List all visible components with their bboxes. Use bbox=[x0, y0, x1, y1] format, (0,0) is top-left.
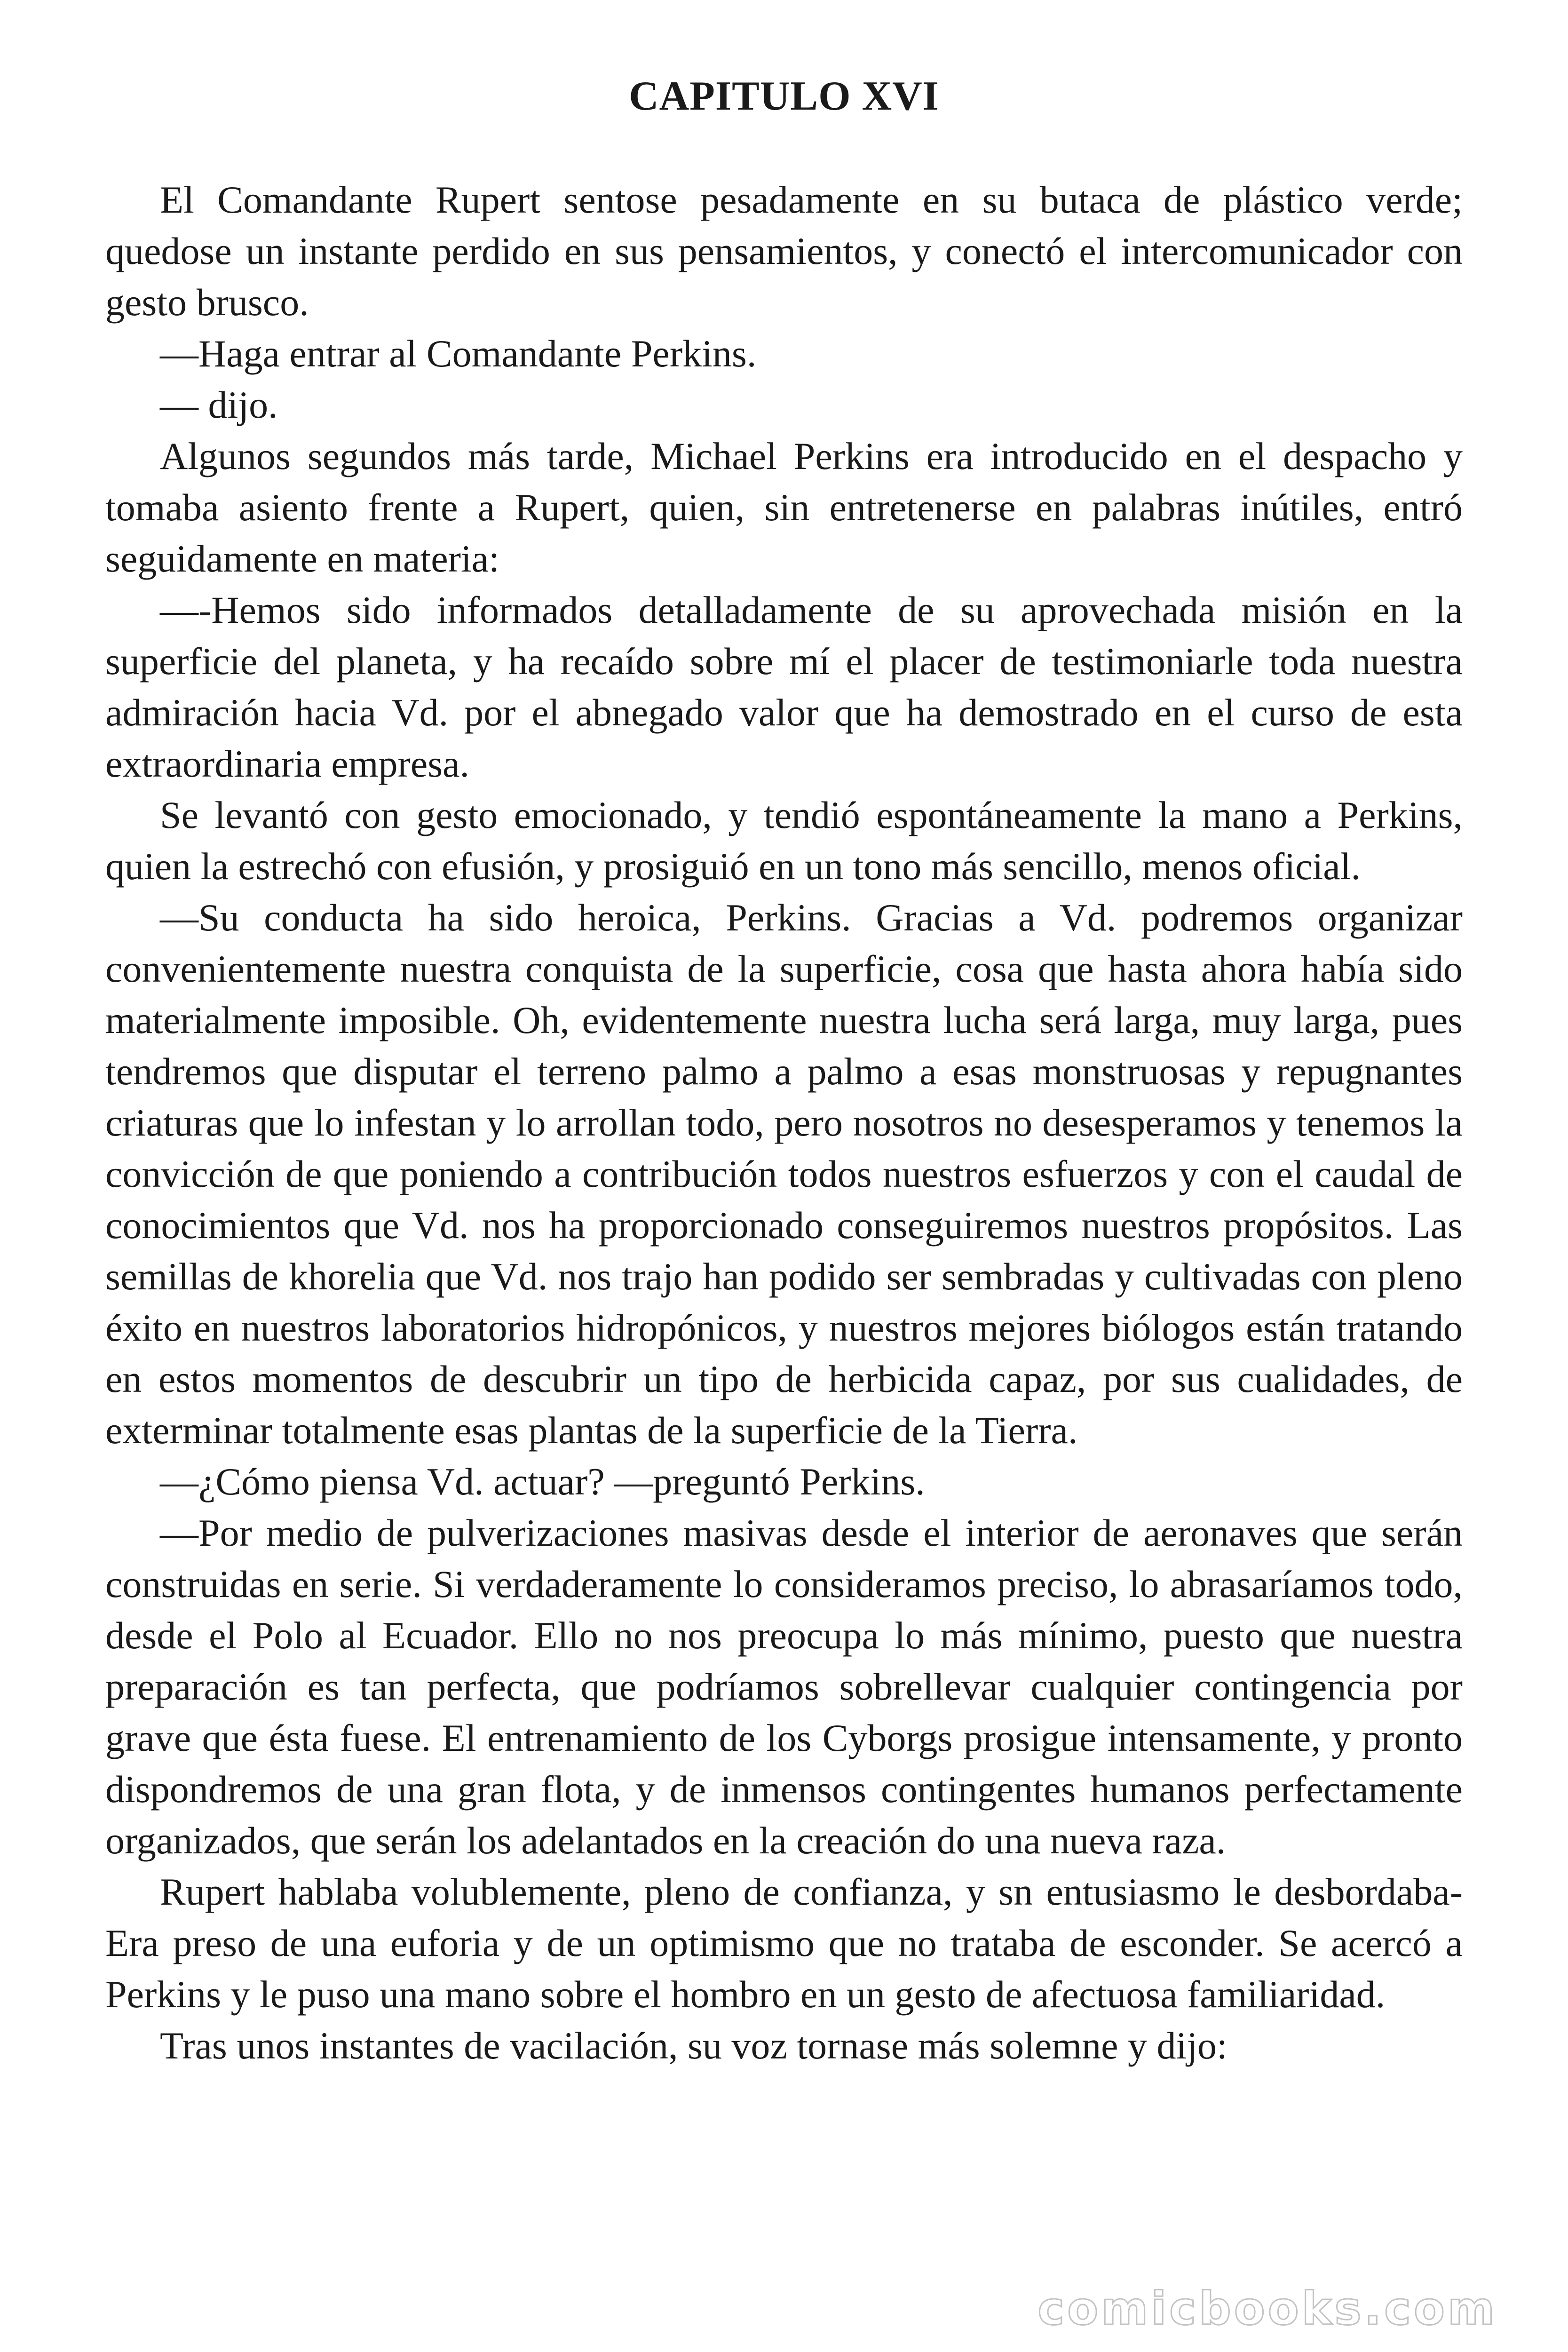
paragraph-11: Tras unos instantes de vacilación, su voz tornase más solemne y dijo: bbox=[160, 2024, 1227, 2067]
paragraph-1: El Comandante Rupert sentose pesadamente en su butaca de plástico verde; quedose un instante perdido en sus pensamientos, y conectó el intercomunicador con gesto brusco. bbox=[105, 178, 1463, 324]
paragraph-2: —Haga entrar al Comandante Perkins. bbox=[160, 332, 757, 375]
paragraph-4: Algunos segundos más tarde, Michael Perkins era introducido en el despacho y tomaba asiento frente a Rupert, quien, sin entretenerse en palabras inútiles, entró seguidamente en materia: bbox=[105, 435, 1463, 580]
page-content bbox=[105, 71, 1463, 2071]
paragraph-5: —-Hemos sido informados detalladamente de su aprovechada misión en la superficie del planeta, y ha recaído sobre mí el placer de testimoniarle toda nuestra admiración hacia Vd. por el abnegado valor que ha demostrado en el curso de esta extraordinaria empresa. bbox=[105, 588, 1463, 785]
paragraph-6: Se levantó con gesto emocionado, y tendió espontáneamente la mano a Perkins, quien la estrechó con efusión, y prosiguió en un tono más sencillo, menos oficial. bbox=[105, 794, 1463, 888]
paragraph-10: Rupert hablaba volublemente, pleno de confianza, y sn entusiasmo le desbordaba- Era preso de una euforia y de un optimismo que no trataba de esconder. Se acercó a Perkins y le puso una mano sobre el hombro en un gesto de afectuosa familiaridad. bbox=[105, 1870, 1463, 2016]
paragraph-8: —¿Cómo piensa Vd. actuar? —preguntó Perkins. bbox=[160, 1460, 925, 1503]
paragraph-3: — dijo. bbox=[160, 383, 278, 426]
paragraph-9: —Por medio de pulverizaciones masivas desde el interior de aeronaves que serán construidas en serie. Si verdaderamente lo consideramos preciso, lo abrasaríamos todo, desde el Polo al Ecuador. Ello no nos preocupa lo más mínimo, puesto que nuestra preparación es tan perfecta, que podríamos sobrellevar cualquier contingencia por grave que ésta fuese. El entrenamiento de los Cyborgs prosigue intensamente, y pronto dispondremos de una gran flota, y de inmensos contingentes humanos perfectamente organizados, que serán los adelantados en la creación do una nueva raza. bbox=[105, 1511, 1463, 1862]
chapter-title: CAPITULO XVI bbox=[629, 73, 939, 119]
watermark-logo: comicbooks.com bbox=[1037, 2282, 1497, 2335]
paragraph-7: —Su conducta ha sido heroica, Perkins. Gracias a Vd. podremos organizar convenientemente nuestra conquista de la superficie, cosa que hasta ahora había sido materialmente imposible. Oh, evidentemente nuestra lucha será larga, muy larga, pues tendremos que disputar el terreno palmo a palmo a esas monstruosas y repugnantes criaturas que lo infestan y lo arrollan todo, pero nosotros no desesperamos y tenemos la convicción de que poniendo a contribución todos nuestros esfuerzos y con el caudal de conocimientos que Vd. nos ha proporcionado conseguiremos nuestros propósitos. Las semillas de khorelia que Vd. nos trajo han podido ser sembradas y cultivadas con pleno éxito en nuestros laboratorios hidropónicos, y nuestros mejores biólogos están tratando en estos momentos de descubrir un tipo de herbicida capaz, por sus cualidades, de exterminar totalmente esas plantas de la superficie de la Tierra. bbox=[105, 896, 1463, 1452]
